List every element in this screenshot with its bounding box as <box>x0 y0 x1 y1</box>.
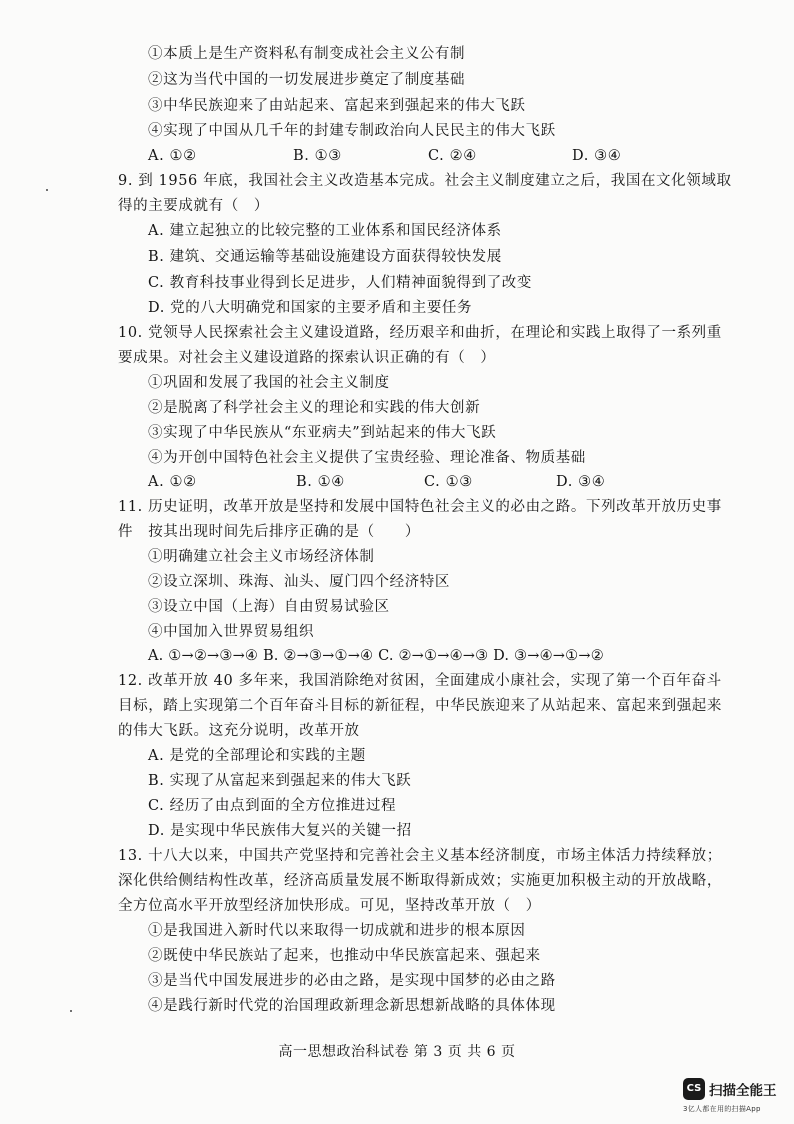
q9-stem-line1: 9. 到 1956 年底，我国社会主义改造基本完成。社会主义制度建立之后，我国在文化领域取 <box>118 173 732 189</box>
q13-statement-1: ①是我国进入新时代以来取得一切成就和进步的根本原因 <box>148 923 526 939</box>
q8-statement-4: ④实现了中国从几千年的封建专制政治向人民民主的伟大飞跃 <box>148 123 556 139</box>
q12-stem-line1: 12. 改革开放 40 多年来，我国消除绝对贫困，全面建成小康社会，实现了第一个百年奋斗 <box>118 673 722 689</box>
q12-stem-line2: 目标，踏上实现第二个百年奋斗目标的新征程，中华民族迎来了从站起来、富起来到强起来 <box>118 698 722 714</box>
q12-stem-line3: 的伟大飞跃。这充分说明，改革开放 <box>118 723 360 739</box>
q12-choice-c: C. 经历了由点到面的全方位推进过程 <box>148 798 397 814</box>
scanner-app-name: 扫描全能王 <box>709 1083 777 1099</box>
q11-statement-1: ①明确建立社会主义市场经济体制 <box>148 549 375 565</box>
q13-statement-3: ③是当代中国发展进步的必由之路，是实现中国梦的必由之路 <box>148 973 556 989</box>
q10-statement-4: ④为开创中国特色社会主义提供了宝贵经验、理论准备、物质基础 <box>148 450 586 466</box>
q10-statement-1: ①巩固和发展了我国的社会主义制度 <box>148 375 390 391</box>
q11-options: A. ①→②→③→④ B. ②→③→①→④ C. ②→①→④→③ D. ③→④→①→② <box>148 648 604 664</box>
q10-statement-2: ②是脱离了科学社会主义的理论和实践的伟大创新 <box>148 400 481 416</box>
q13-stem-line3: 全方位高水平开放型经济加快形成。可见，坚持改革开放（ ） <box>118 898 541 914</box>
scanner-watermark <box>683 1078 793 1118</box>
q13-stem-line2: 深化供给侧结构性改革，经济高质量发展不断取得新成效；实施更加积极主动的开放战略， <box>118 873 722 889</box>
q10-option-a: A. ①② <box>148 474 197 490</box>
q8-statement-3: ③中华民族迎来了由站起来、富起来到强起来的伟大飞跃 <box>148 98 526 114</box>
scanner-logo-icon: CS <box>683 1078 705 1100</box>
q12-choice-a: A. 是党的全部理论和实践的主题 <box>148 748 366 764</box>
scanner-tagline: 3亿人都在用的扫描App <box>683 1105 761 1113</box>
q9-choice-a: A. 建立起独立的比较完整的工业体系和国民经济体系 <box>148 223 502 239</box>
q8-option-c: C. ②④ <box>428 148 477 164</box>
q10-statement-3: ③实现了中华民族从“东亚病夫”到站起来的伟大飞跃 <box>148 425 497 441</box>
q10-stem-line1: 10. 党领导人民探索社会主义建设道路，经历艰辛和曲折，在理论和实践上取得了一系列重 <box>118 325 722 341</box>
q11-stem-line2: 件 按其出现时间先后排序正确的是（ ） <box>118 524 420 540</box>
q9-choice-d: D. 党的八大明确党和国家的主要矛盾和主要任务 <box>148 300 473 316</box>
q13-statement-2: ②既使中华民族站了起来，也推动中华民族富起来、强起来 <box>148 948 541 964</box>
q10-stem-line2: 要成果。对社会主义建设道路的探索认识正确的有（ ） <box>118 350 496 366</box>
q12-choice-b: B. 实现了从富起来到强起来的伟大飞跃 <box>148 773 412 789</box>
q11-statement-2: ②设立深圳、珠海、汕头、厦门四个经济特区 <box>148 574 450 590</box>
q9-stem-line2: 得的主要成就有（ ） <box>118 198 269 214</box>
page-footer: 高一思想政治科试卷 第 3 页 共 6 页 <box>278 1044 516 1060</box>
q10-option-d: D. ③④ <box>556 474 606 490</box>
q13-statement-4: ④是践行新时代党的治国理政新理念新思想新战略的具体体现 <box>148 998 556 1014</box>
q8-option-a: A. ①② <box>148 148 197 164</box>
q8-option-d: D. ③④ <box>572 148 622 164</box>
scan-speck <box>46 189 48 191</box>
q13-stem-line1: 13. 十八大以来，中国共产党坚持和完善社会主义基本经济制度，市场主体活力持续释放； <box>118 848 722 864</box>
q11-statement-3: ③设立中国（上海）自由贸易试验区 <box>148 599 390 615</box>
q10-option-c: C. ①③ <box>424 474 473 490</box>
q9-choice-c: C. 教育科技事业得到长足进步，人们精神面貌得到了改变 <box>148 275 532 291</box>
q9-choice-b: B. 建筑、交通运输等基础设施建设方面获得较快发展 <box>148 249 502 265</box>
scan-speck <box>70 1010 72 1012</box>
q8-statement-1: ①本质上是生产资料私有制变成社会主义公有制 <box>148 46 466 62</box>
q11-stem-line1: 11. 历史证明，改革开放是坚持和发展中国特色社会主义的必由之路。下列改革开放历史事 <box>118 499 722 515</box>
q12-choice-d: D. 是实现中华民族伟大复兴的关键一招 <box>148 823 412 839</box>
q10-option-b: B. ①④ <box>296 474 345 490</box>
q8-statement-2: ②这为当代中国的一切发展进步奠定了制度基础 <box>148 72 466 88</box>
q8-option-b: B. ①③ <box>293 148 342 164</box>
q11-statement-4: ④中国加入世界贸易组织 <box>148 624 315 640</box>
